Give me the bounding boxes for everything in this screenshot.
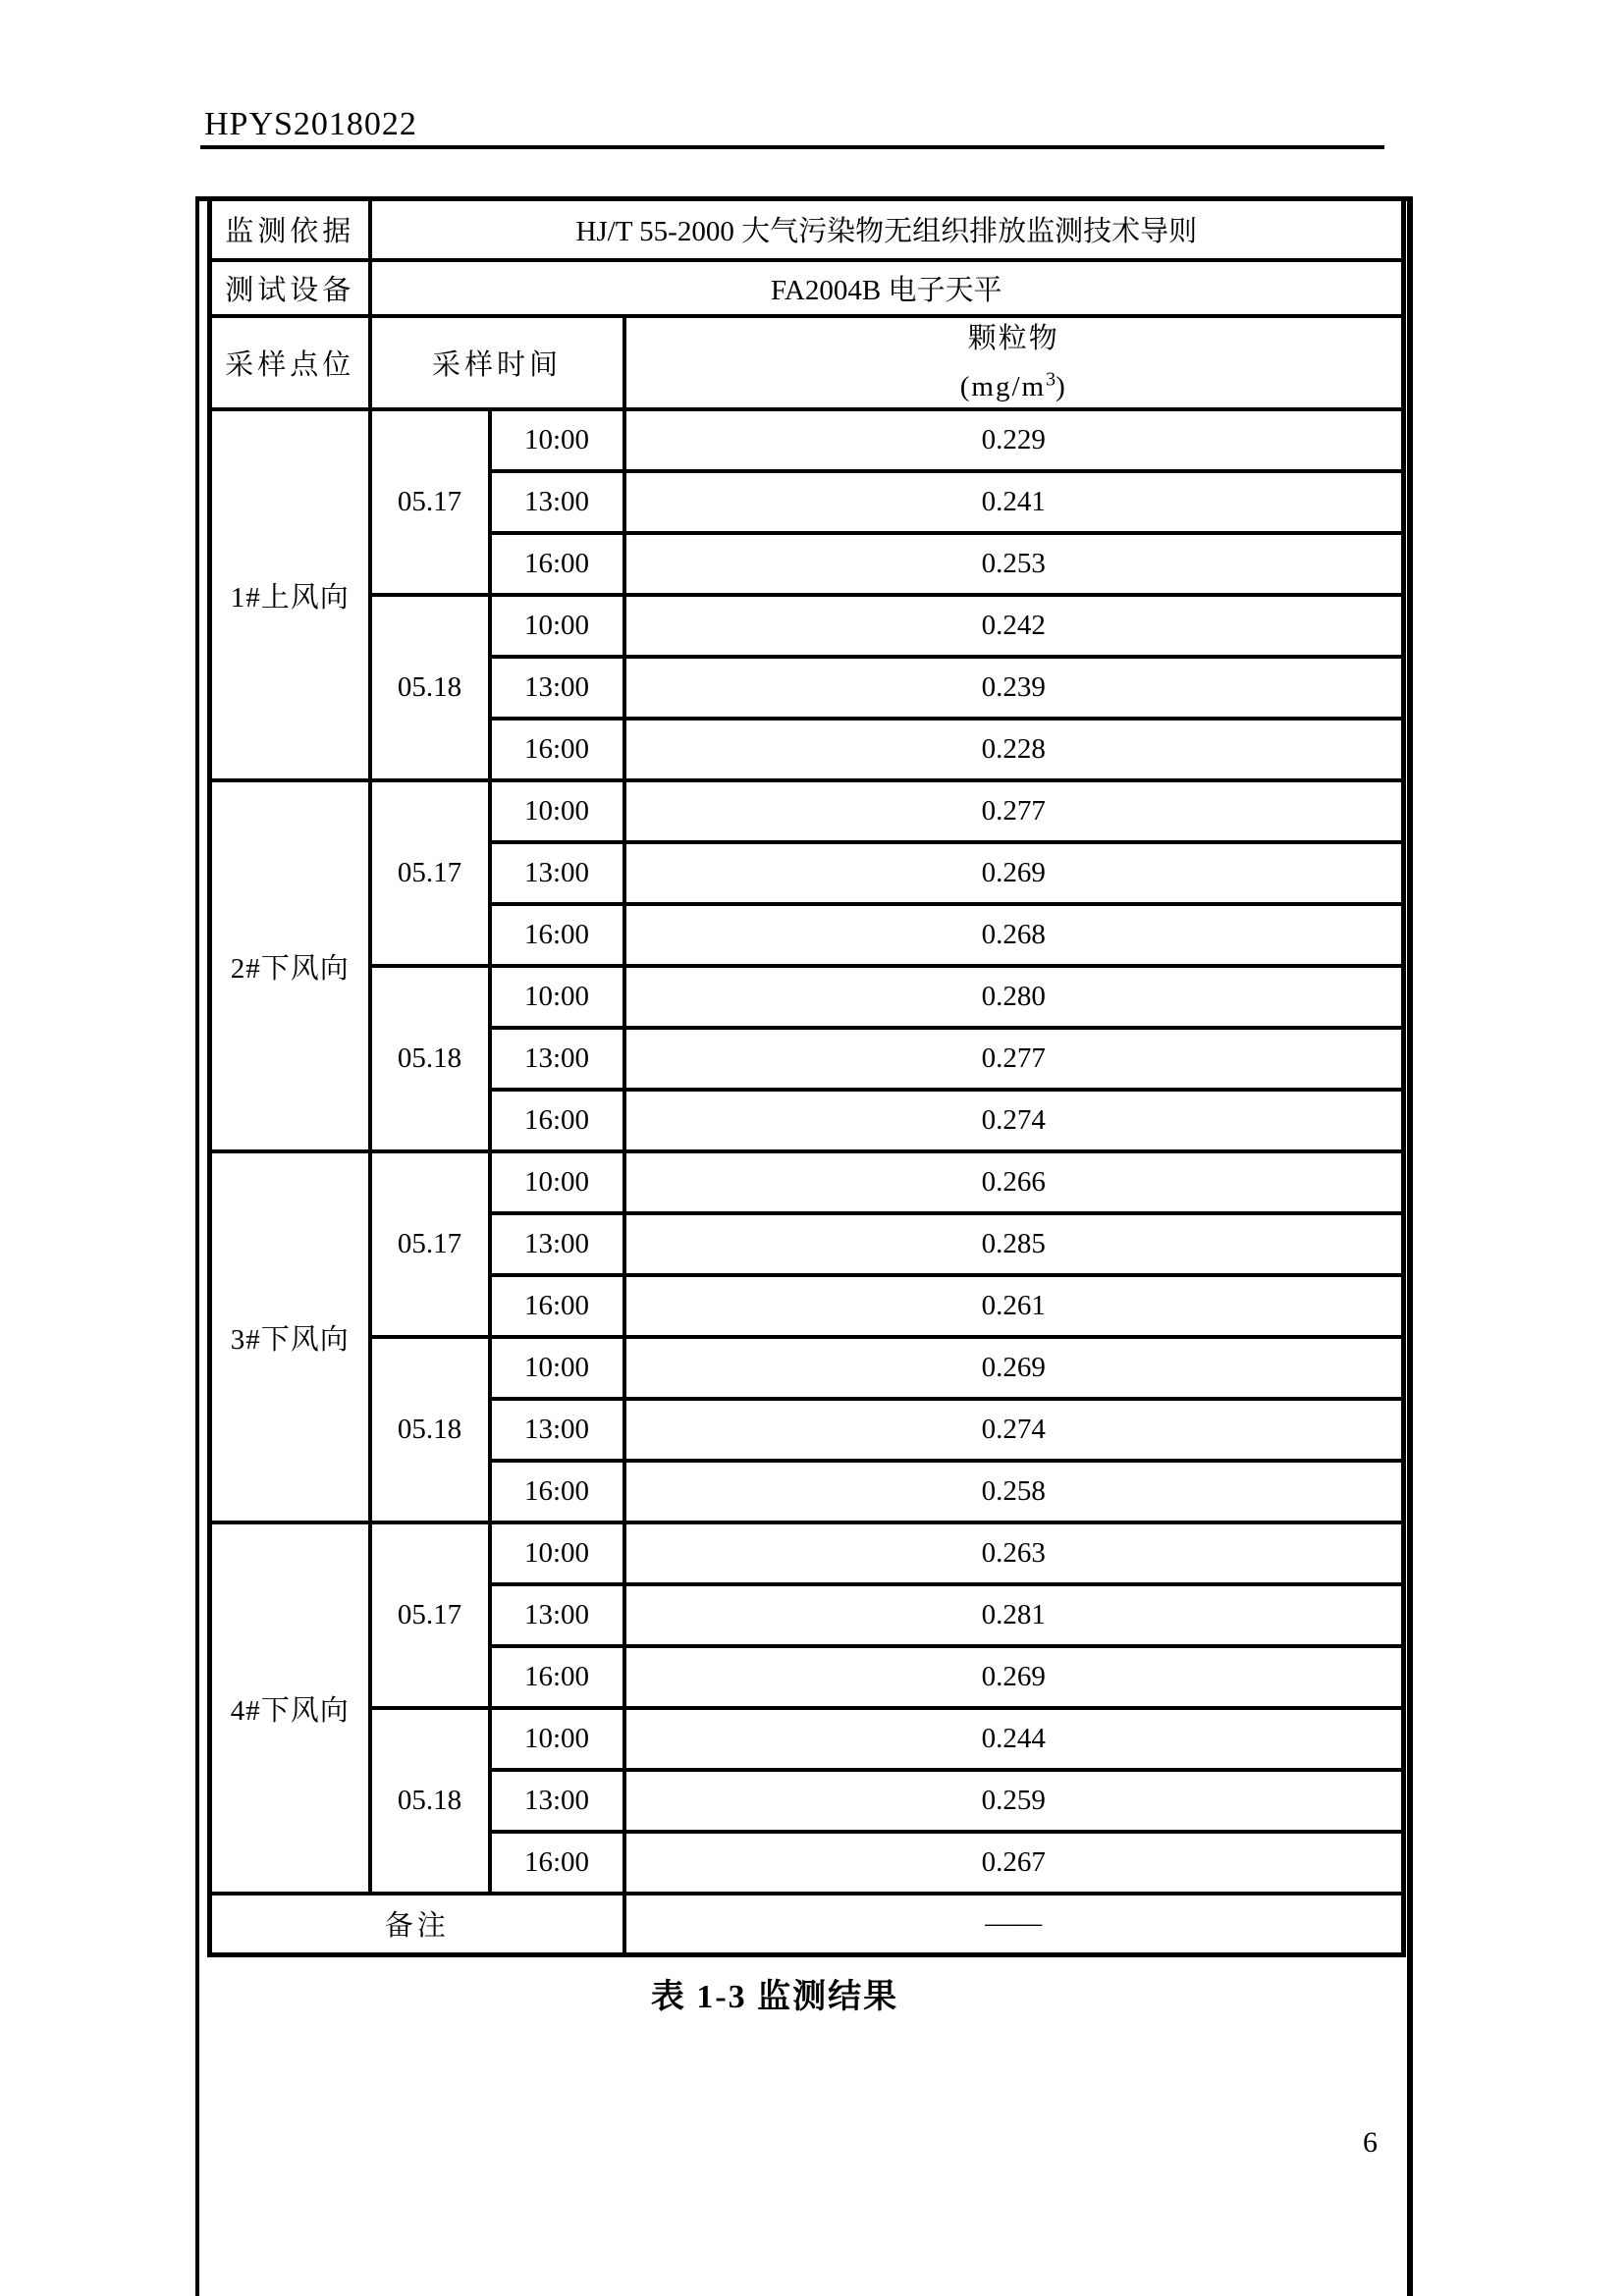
unit-open: (mg/m xyxy=(959,371,1047,403)
value-cell: 0.241 xyxy=(624,471,1404,533)
time-cell: 10:00 xyxy=(490,1337,624,1399)
report-code: HPYS2018022 xyxy=(204,106,417,142)
time-cell: 13:00 xyxy=(490,1770,624,1832)
time-cell: 13:00 xyxy=(490,657,624,719)
monitoring-results-table xyxy=(207,196,1406,1957)
page-border-right xyxy=(1407,196,1413,2296)
point-cell: 1#上风向 xyxy=(210,409,370,780)
value-cell: 0.268 xyxy=(624,904,1404,966)
time-cell: 16:00 xyxy=(490,719,624,780)
table-caption: 表 1-3 监测结果 xyxy=(650,1979,899,2015)
header-rule xyxy=(200,145,1384,149)
pollutant-unit xyxy=(959,368,1067,403)
table-row xyxy=(210,260,1404,316)
date-cell: 05.17 xyxy=(370,409,490,595)
unit-sup: 3 xyxy=(1046,368,1056,391)
value-cell: 0.263 xyxy=(624,1522,1404,1584)
value-cell: 0.269 xyxy=(624,1337,1404,1399)
unit-close: ) xyxy=(1056,371,1067,403)
table-row xyxy=(210,780,1404,842)
time-cell: 10:00 xyxy=(490,595,624,657)
value-cell: 0.280 xyxy=(624,966,1404,1028)
table-row xyxy=(210,595,1404,657)
value-cell: 0.277 xyxy=(624,1028,1404,1090)
value-cell: 0.242 xyxy=(624,595,1404,657)
time-cell: 10:00 xyxy=(490,780,624,842)
date-cell: 05.17 xyxy=(370,1151,490,1337)
value-cell: 0.244 xyxy=(624,1708,1404,1770)
table-row xyxy=(210,409,1404,471)
time-cell: 16:00 xyxy=(490,1090,624,1151)
time-cell: 16:00 xyxy=(490,1461,624,1522)
point-cell: 3#下风向 xyxy=(210,1151,370,1522)
remark-label-cell: 备注 xyxy=(210,1894,624,1954)
table-row xyxy=(210,1522,1404,1584)
point-cell: 4#下风向 xyxy=(210,1522,370,1894)
date-cell: 05.18 xyxy=(370,595,490,780)
value-cell: 0.274 xyxy=(624,1399,1404,1461)
table-row xyxy=(210,1337,1404,1399)
time-cell: 16:00 xyxy=(490,533,624,595)
value-cell: 0.229 xyxy=(624,409,1404,471)
pollutant-name: 颗粒物 xyxy=(967,322,1059,354)
value-cell: 0.228 xyxy=(624,719,1404,780)
value-cell: 0.239 xyxy=(624,657,1404,719)
date-cell: 05.18 xyxy=(370,966,490,1151)
date-cell: 05.18 xyxy=(370,1337,490,1522)
time-cell: 10:00 xyxy=(490,1522,624,1584)
value-cell: 0.281 xyxy=(624,1584,1404,1646)
info-value-cell: FA2004B 电子天平 xyxy=(370,260,1404,316)
info-label-cell: 监测依据 xyxy=(210,199,370,260)
column-header-time: 采样时间 xyxy=(370,316,624,410)
table-row xyxy=(210,1151,1404,1213)
time-cell: 16:00 xyxy=(490,1275,624,1337)
value-cell: 0.285 xyxy=(624,1213,1404,1275)
time-cell: 13:00 xyxy=(490,1584,624,1646)
table-row xyxy=(210,1708,1404,1770)
value-cell: 0.274 xyxy=(624,1090,1404,1151)
table-row xyxy=(210,199,1404,260)
time-cell: 10:00 xyxy=(490,1708,624,1770)
time-cell: 16:00 xyxy=(490,904,624,966)
value-cell: 0.258 xyxy=(624,1461,1404,1522)
time-cell: 13:00 xyxy=(490,1028,624,1090)
value-cell: 0.267 xyxy=(624,1832,1404,1894)
value-cell: 0.253 xyxy=(624,533,1404,595)
remark-value-cell: —— xyxy=(624,1894,1404,1954)
info-label-cell: 测试设备 xyxy=(210,260,370,316)
time-cell: 13:00 xyxy=(490,1399,624,1461)
column-header-pollutant xyxy=(624,316,1404,410)
value-cell: 0.269 xyxy=(624,1646,1404,1708)
date-cell: 05.18 xyxy=(370,1708,490,1894)
time-cell: 10:00 xyxy=(490,1151,624,1213)
time-cell: 10:00 xyxy=(490,409,624,471)
value-cell: 0.259 xyxy=(624,1770,1404,1832)
value-cell: 0.261 xyxy=(624,1275,1404,1337)
value-cell: 0.277 xyxy=(624,780,1404,842)
value-cell: 0.266 xyxy=(624,1151,1404,1213)
time-cell: 16:00 xyxy=(490,1832,624,1894)
info-value-cell: HJ/T 55-2000 大气污染物无组织排放监测技术导则 xyxy=(370,199,1404,260)
time-cell: 10:00 xyxy=(490,966,624,1028)
table-row xyxy=(210,1894,1404,1954)
column-header-point: 采样点位 xyxy=(210,316,370,410)
date-cell: 05.17 xyxy=(370,1522,490,1708)
time-cell: 13:00 xyxy=(490,842,624,904)
value-cell: 0.269 xyxy=(624,842,1404,904)
time-cell: 13:00 xyxy=(490,1213,624,1275)
page-number: 6 xyxy=(1363,2126,1378,2159)
time-cell: 16:00 xyxy=(490,1646,624,1708)
table-row xyxy=(210,966,1404,1028)
point-cell: 2#下风向 xyxy=(210,780,370,1151)
date-cell: 05.17 xyxy=(370,780,490,966)
table-header-row xyxy=(210,316,1404,410)
time-cell: 13:00 xyxy=(490,471,624,533)
